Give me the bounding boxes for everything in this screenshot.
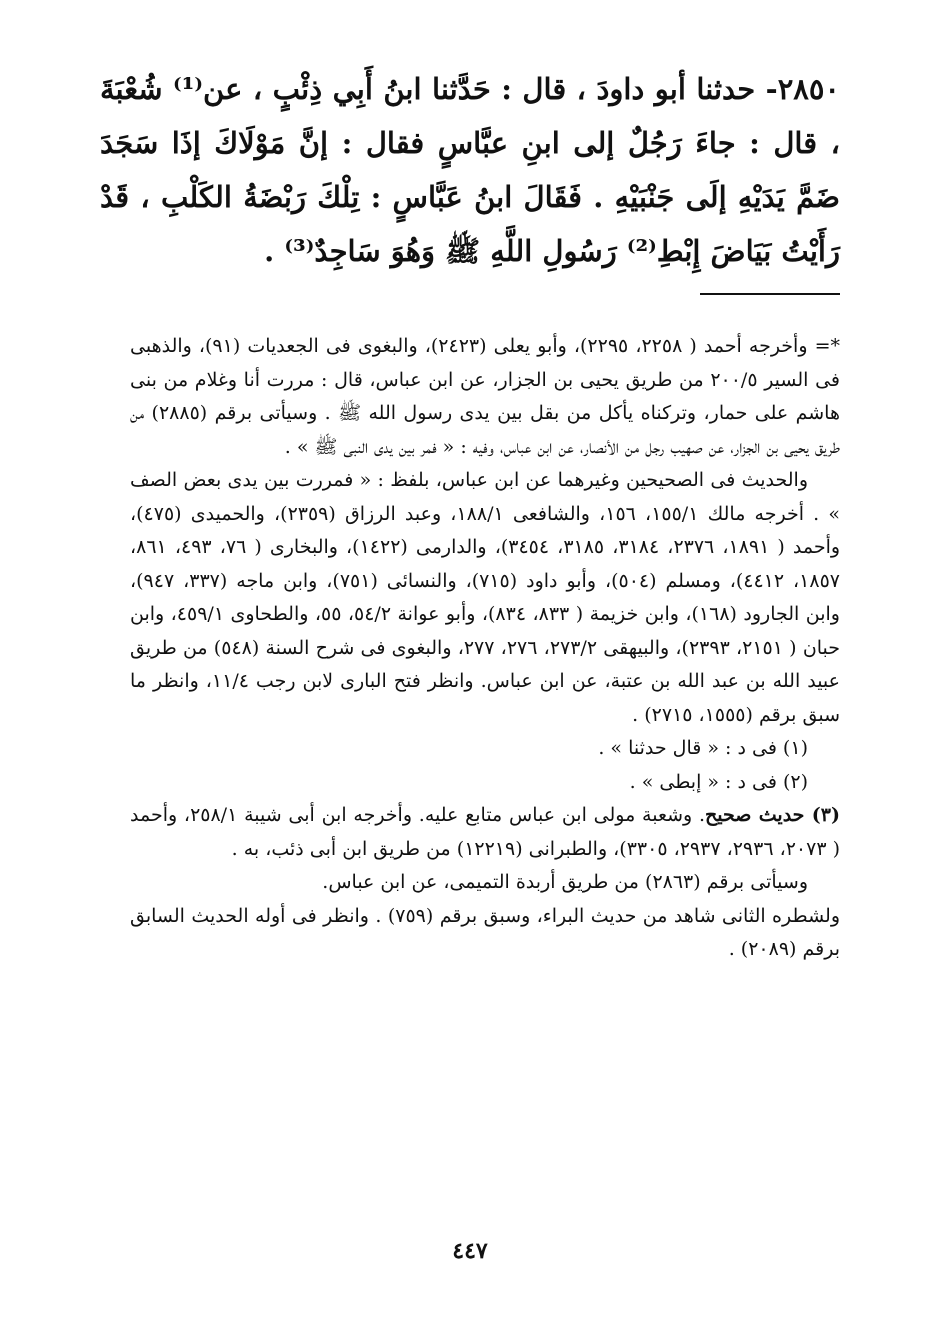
hadith-number: ٢٨٥٠- [765, 72, 840, 106]
footnote-divider [700, 293, 840, 295]
footnote-2: (٢) فى د : « إبطى » . [629, 770, 808, 793]
footnote-3 [130, 799, 840, 866]
hadith-text-block [100, 62, 840, 278]
footnote-1: (١) فى د : « قال حدثنا » . [598, 737, 808, 759]
footnote-paragraph: *= وأخرجه أحمد ( ٢٢٥٨، ٢٢٩٥)، وأبو يعلى (٢٤٢٣)، والبغوى فى الجعديات (٩١)، والذهبى فى السير ٢٠٠/٥ من طريق يحيى بن الجزار، عن ابن عباس، قال : مررت أنا وغلام من بنى هاشم على حمار، وتركناه يأكل من بقل بين يدى رسول الله ﷺ . وسيأتى برقم (٢٨٨٥) من طريق يحيى بن الجزار، عن صهيب رجل من الأنصار، عن ابن عباس، وفيه : « فمر بين يدى النبى ﷺ » . [130, 335, 841, 458]
page-number: ٤٤٧ [452, 1238, 488, 1264]
footnote-3-text: . وشعبة مولى ابن عباس متابع عليه. وأخرجه ابن أبى شيبة ٢٥٨/١، وأحمد ( ٢٠٧٣، ٢٩٣٦، ٢٩٣٧، ٣٣٠٥)، والطبرانى (١٢٢١٩) من طريق ابن أبى ذئب، به . [130, 804, 840, 860]
footnote-paragraph: وسيأتى برقم (٢٨٦٣) من طريق أربدة التميمى، عن ابن عباس. [322, 871, 808, 893]
footnotes [130, 330, 840, 967]
footnote-3-lead: (٣) حديث صحيح [705, 804, 840, 826]
footnote-paragraph: والحديث فى الصحيحين وغيرهما عن ابن عباس، بلفظ : « فمررت بين يدى بعض الصف » . أخرجه مالك ١٥٥/١، ١٥٦، والشافعى ١٨٨/١، وعبد الرزاق (٢٣٥٩)، والحميدى (٤٧٥)، وأحمد ( ١٨٩١، ٢٣٧٦، ٣١٨٤، ٣١٨٥، ٣٤٥٤)، والدارمى (١٤٢٢)، والبخارى ( ٧٦، ٤٩٣، ٨٦١، ١٨٥٧، ٤٤١٢)، ومسلم (٥٠٤)، وأبو داود (٧١٥)، والنسائى (٧٥١)، وابن ماجه (٣٣٧، ٩٤٧)، وابن الجارود (١٦٨)، وابن خزيمة ( ٨٣٣، ٨٣٤)، وأبو عوانة ٥٤/٢، ٥٥، والطحاوى ٤٥٩/١، وابن حبان ( ٢١٥١، ٢٣٩٣)، والبيهقى ٢٧٣/٢، ٢٧٦، ٢٧٧، والبغوى فى شرح السنة (٥٤٨) من طريق عبيد الله بن عبد الله بن عتبة، عن ابن عباس. وانظر فتح البارى لابن رجب ١١/٤، وانظر ما سبق برقم (١٥٥٥، ٢٧١٥) . [130, 469, 841, 726]
hadith-body: حدثنا أبو داودَ ، قال : حَدَّثنا ابنُ أَبِي ذِئْبٍ ، عن⁽¹⁾ شُعْبَةَ ، قال : جاءَ رَجُلٌ إلى ابنِ عبَّاسٍ فقال : إنَّ مَوْلَاكَ إذَا سَجَدَ ضَمَّ يَدَيْهِ إلَى جَنْبَيْهِ . فَقَالَ ابنُ عَبَّاسٍ : تِلْكَ رَبْضَةُ الكَلْبِ ، قَدْ رَأَيْتُ بَيَاضَ إِبْطِ⁽²⁾ رَسُولِ اللَّهِ ﷺ وَهُوَ سَاجِدٌ⁽³⁾ . [100, 72, 840, 268]
footnote-paragraph: ولشطره الثانى شاهد من حديث البراء، وسبق برقم (٧٥٩) . وانظر فى أوله الحديث السابق برقم (٢٠٨٩) . [130, 904, 840, 960]
